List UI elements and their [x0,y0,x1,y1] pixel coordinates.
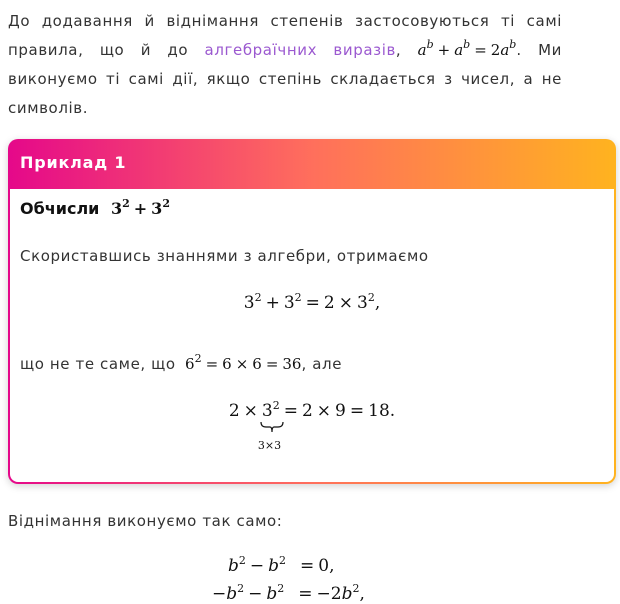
solution-intro: Скориставшись знаннями з алгебри, отримаємо [20,247,429,265]
intro-paragraph [8,7,562,123]
subtraction-eq-1: $b^2 - b^2 = 0$, [228,554,335,576]
algebraic-expressions-link[interactable]: алгебраїчних виразів [204,41,396,59]
formula-2: $2 \times 3^2$ 3×3 = 2 × 9 = 18. [228,399,396,452]
formula-1: $3^2 + 3^2 = 2 \times 3^2$, [243,291,381,313]
intro-text-2: , [395,41,418,59]
subtraction-eq-2: $-b^2 - b^2 = -2b^2$, [212,582,365,604]
comparison-line: що не те саме, що $6^2 = 6 \times 6 = 36$, але [20,352,343,373]
intro-text-3: . Ми виконуємо ті самі дії, якщо степінь складається з чисел, а не символів. [8,41,562,117]
underbrace-group: $3^2$ 3×3 [262,401,280,421]
underbrace-label: 3×3 [257,439,282,452]
subtraction-paragraph: Віднімання виконуємо так само: [8,512,283,530]
intro-text-1: До додавання й віднімання степенів застосовуються ті самі правила, що й до [8,12,562,59]
task-label: Обчисли [20,199,100,218]
task-line [20,199,170,218]
example-title: Приклад 1 [20,153,127,172]
comparison-formula: $6^2 = 6 \times 6 = 36$ [185,352,302,373]
intro-formula: $a^b + a^b = 2a^b$ [417,38,517,59]
task-formula: $3^2 + 3^2$ [110,197,170,218]
underbrace-icon [260,421,284,433]
example-body [10,189,614,482]
example-card [8,139,616,484]
